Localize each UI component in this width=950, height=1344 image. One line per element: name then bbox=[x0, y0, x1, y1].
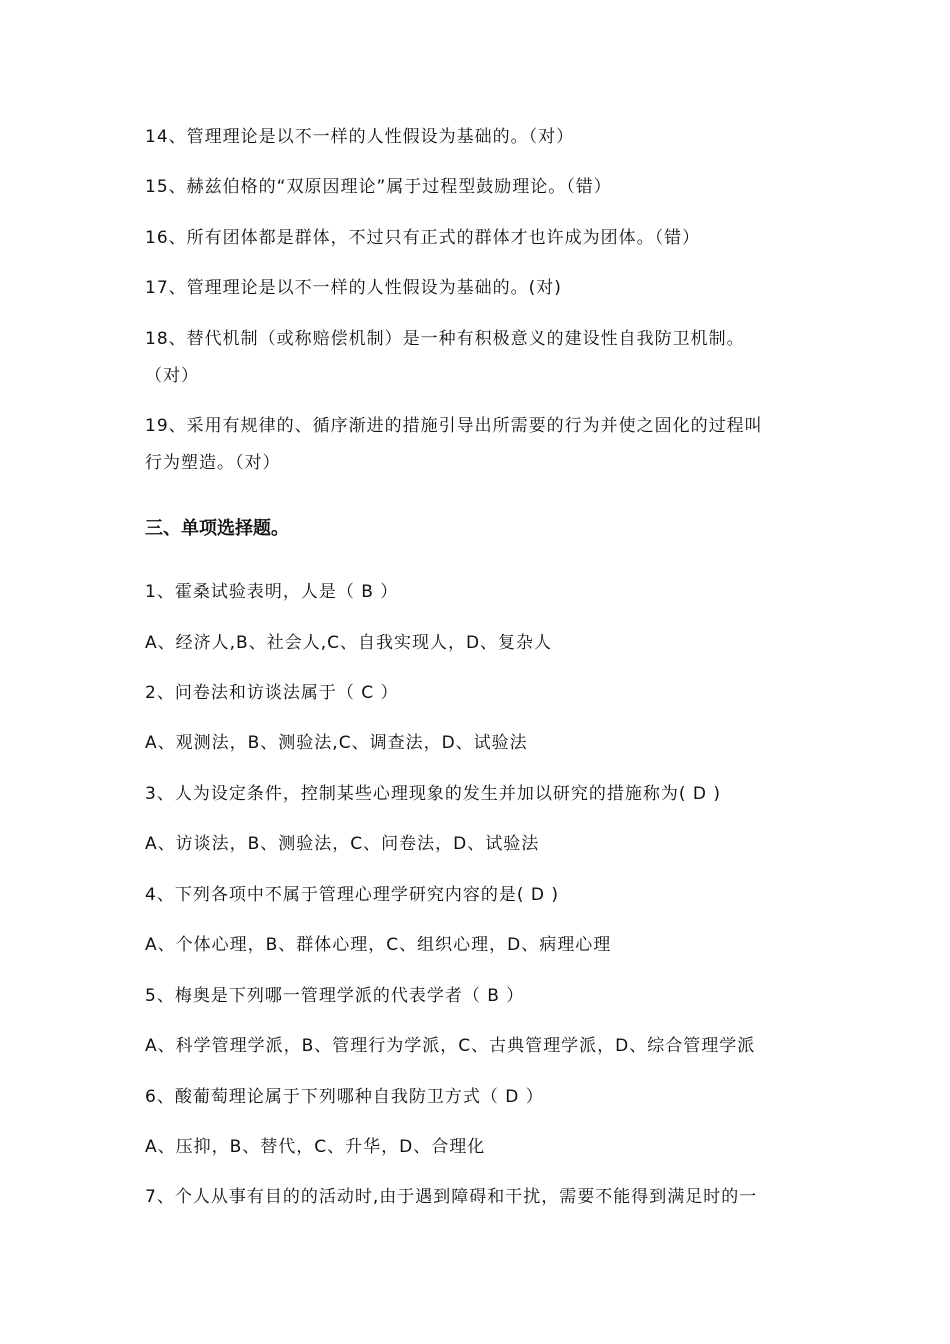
choice-options-4: A、个体心理，B、群体心理，C、组织心理，D、病理心理 bbox=[145, 935, 612, 955]
choice-options-5: A、科学管理学派，B、管理行为学派，C、古典管理学派，D、综合管理学派 bbox=[145, 1036, 756, 1056]
choice-question-4: 4、下列各项中不属于管理心理学研究内容的是( D ) bbox=[145, 885, 559, 905]
choice-options-3: A、访谈法，B、测验法，C、问卷法，D、试验法 bbox=[145, 834, 540, 854]
section-title: 三、单项选择题。 bbox=[145, 518, 289, 539]
choice-options-1: A、经济人,B、社会人,C、自我实现人，D、复杂人 bbox=[145, 633, 553, 653]
choice-question-1: 1、霍桑试验表明，人是（ B ） bbox=[145, 582, 399, 602]
choice-question-5: 5、梅奥是下列哪一管理学派的代表学者（ B ） bbox=[145, 986, 525, 1006]
choice-question-6: 6、酸葡萄理论属于下列哪种自我防卫方式（ D ） bbox=[145, 1087, 544, 1107]
choice-question-7: 7、个人从事有目的的活动时,由于遇到障碍和干扰，需要不能得到满足时的一 bbox=[145, 1187, 758, 1207]
judgement-item-18: 18、替代机制（或称赔偿机制）是一种有积极意义的建设性自我防卫机制。 bbox=[145, 329, 745, 349]
choice-question-2: 2、问卷法和访谈法属于（ C ） bbox=[145, 683, 399, 703]
judgement-item-15: 15、赫兹伯格的“双原因理论”属于过程型鼓励理论。（错） bbox=[145, 177, 612, 197]
judgement-item-17: 17、管理理论是以不一样的人性假设为基础的。(对) bbox=[145, 278, 562, 298]
judgement-item-14: 14、管理理论是以不一样的人性假设为基础的。（对） bbox=[145, 127, 575, 147]
judgement-item-18-answer: （对） bbox=[145, 366, 199, 386]
choice-question-3: 3、人为设定条件，控制某些心理现象的发生并加以研究的措施称为( D ) bbox=[145, 784, 721, 804]
choice-options-2: A、观测法，B、测验法,C、调查法，D、试验法 bbox=[145, 733, 528, 753]
judgement-item-19: 19、采用有规律的、循序渐进的措施引导出所需要的行为并使之固化的过程叫 bbox=[145, 416, 763, 436]
judgement-item-16: 16、所有团体都是群体，不过只有正式的群体才也许成为团体。（错） bbox=[145, 228, 701, 248]
choice-options-6: A、压抑，B、替代，C、升华，D、合理化 bbox=[145, 1137, 486, 1157]
judgement-item-19-continued: 行为塑造。（对） bbox=[145, 453, 281, 473]
